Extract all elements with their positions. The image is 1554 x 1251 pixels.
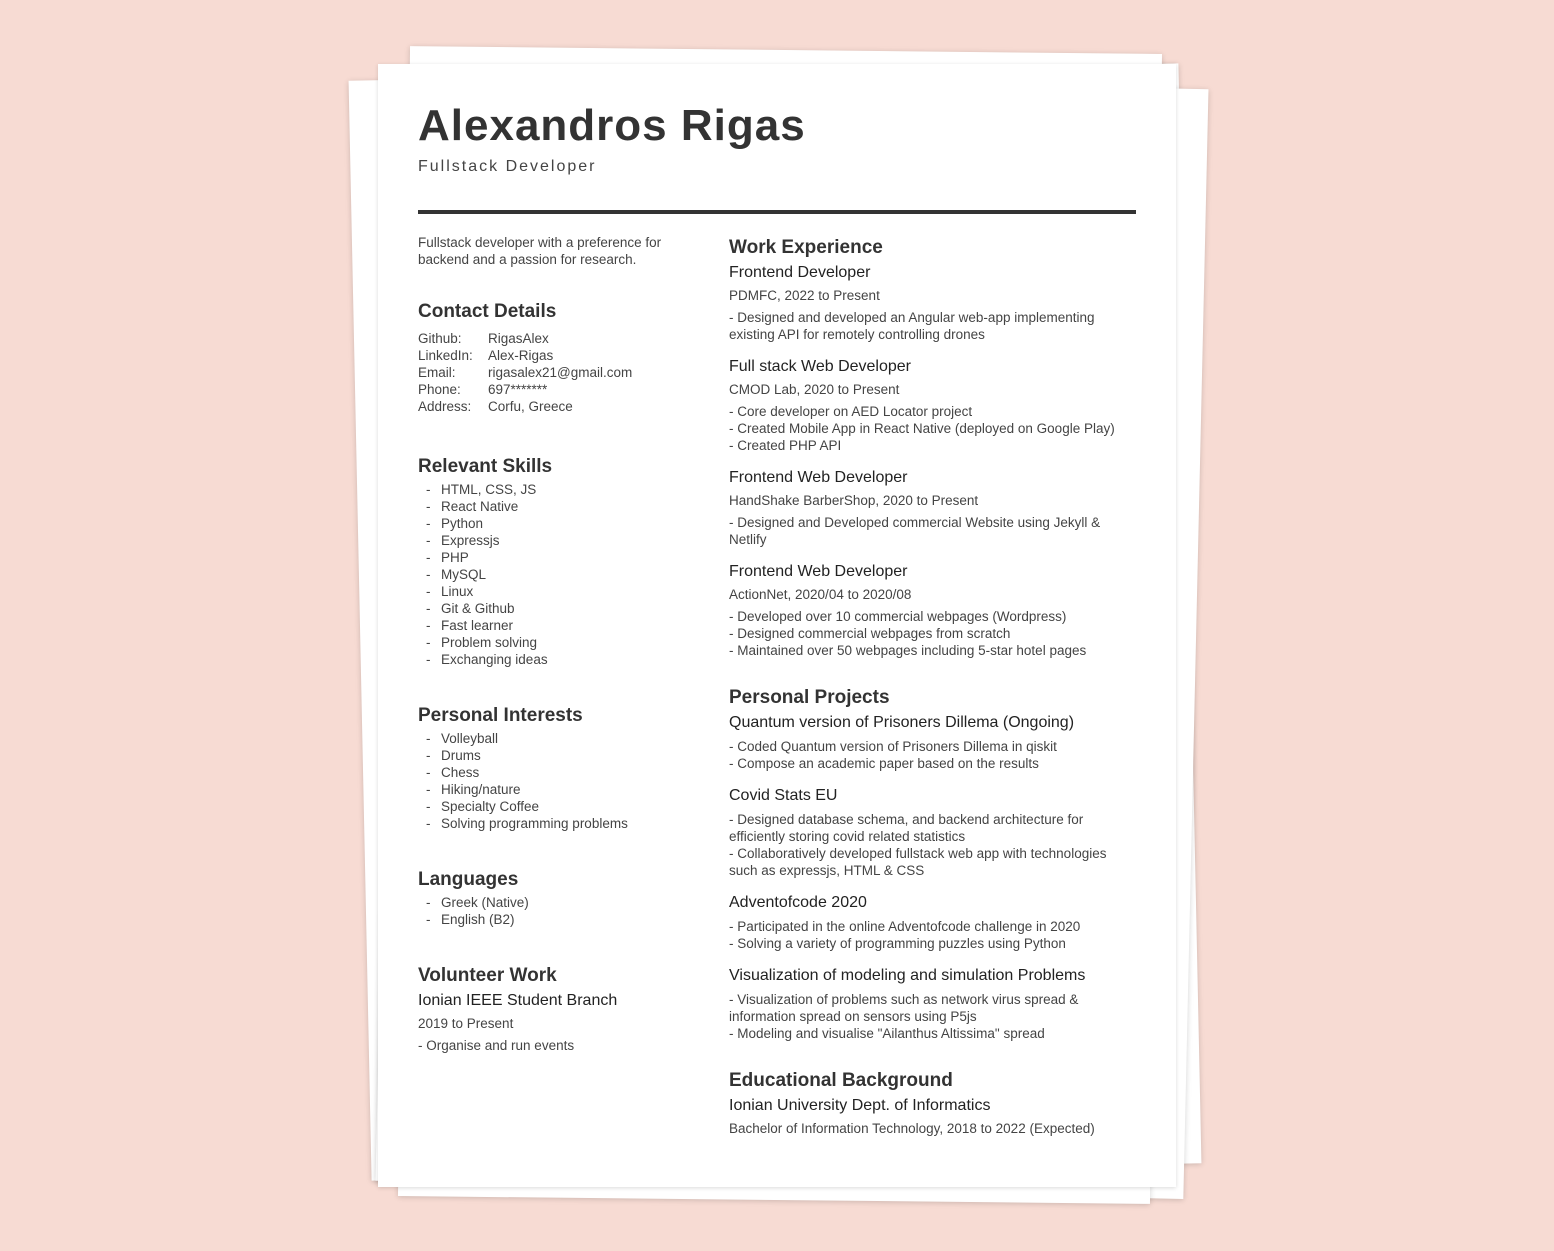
contact-heading: Contact Details (418, 301, 557, 322)
list-item: - Volleyball (418, 730, 688, 747)
contact-row (418, 398, 632, 415)
resume-page (378, 64, 1176, 1187)
project-desc (729, 991, 1109, 1042)
project-entry (729, 893, 1129, 952)
list-item: - Problem solving (418, 634, 688, 651)
project-desc (729, 738, 1129, 772)
project-line: - Designed database schema, and backend architecture for efficiently storing covid related statistics (729, 812, 1084, 844)
contact-label: Github: (418, 331, 462, 346)
job-title: Full stack Web Developer (729, 358, 911, 375)
contact-label: Address: (418, 399, 472, 414)
volunteer-org: Ionian IEEE Student Branch (418, 992, 618, 1009)
job-title: Frontend Developer (729, 264, 871, 281)
interests-list (418, 730, 688, 832)
project-line: - Solving a variety of programming puzzles using Python (729, 936, 1066, 951)
project-line: - Participated in the online Adventofcode challenge in 2020 (729, 919, 1081, 934)
projects-section (729, 686, 1129, 1056)
list-item: - Solving programming problems (418, 815, 688, 832)
projects-heading: Personal Projects (729, 687, 890, 708)
job-line: - Developed over 10 commercial webpages (Wordpress) (729, 609, 1067, 624)
list-item: - Git & Github (418, 600, 688, 617)
education-degree: Bachelor of Information Technology, 2018 to 2022 (Expected) (729, 1121, 1095, 1136)
list-item: - React Native (418, 498, 688, 515)
project-desc (729, 918, 1129, 952)
list-item: - Exchanging ideas (418, 651, 688, 668)
job-line: - Core developer on AED Locator project (729, 404, 973, 419)
job-line: - Designed and developed an Angular web-app implementing existing API for remotely controlling drones (729, 310, 1095, 342)
project-line: - Collaboratively developed fullstack web app with technologies such as expressjs, HTML & CSS (729, 846, 1107, 878)
contact-row (418, 381, 632, 398)
job-line: - Maintained over 50 webpages including 5-star hotel pages (729, 643, 1087, 658)
job-line: - Designed commercial webpages from scratch (729, 626, 1011, 641)
project-title: Adventofcode 2020 (729, 894, 867, 911)
resume-name: Alexandros Rigas (418, 101, 806, 150)
resume-role: Fullstack Developer (418, 158, 597, 175)
list-item: - Python (418, 515, 688, 532)
contact-email: rigasalex21@gmail.com (488, 365, 633, 380)
education-school: Ionian University Dept. of Informatics (729, 1097, 991, 1114)
job-desc (729, 514, 1109, 548)
contact-label: Email: (418, 365, 456, 380)
job-line: - Created PHP API (729, 438, 842, 453)
languages-heading: Languages (418, 869, 519, 890)
project-title: Covid Stats EU (729, 787, 838, 804)
list-item: - PHP (418, 549, 688, 566)
contact-label: Phone: (418, 382, 461, 397)
list-item: - Drums (418, 747, 688, 764)
job-meta: PDMFC, 2022 to Present (729, 288, 880, 303)
contact-row (418, 347, 632, 364)
list-item: - HTML, CSS, JS (418, 481, 688, 498)
languages-list (418, 894, 688, 928)
contact-section (418, 300, 688, 415)
project-entry (729, 966, 1129, 1042)
education-heading: Educational Background (729, 1070, 953, 1091)
list-item: - Chess (418, 764, 688, 781)
job-line: - Designed and Developed commercial Website using Jekyll & Netlify (729, 515, 1101, 547)
contact-row (418, 364, 632, 381)
contact-label: LinkedIn: (418, 348, 473, 363)
project-title: Visualization of modeling and simulation Problems (729, 967, 1086, 984)
header-divider (418, 210, 1136, 214)
list-item: - Linux (418, 583, 688, 600)
job-desc (729, 309, 1129, 343)
education-section (729, 1069, 1129, 1137)
summary-text: Fullstack developer with a preference for backend and a passion for research. (418, 235, 662, 267)
list-item: - Specialty Coffee (418, 798, 688, 815)
list-item: - English (B2) (418, 911, 688, 928)
interests-section (418, 704, 688, 832)
job-title: Frontend Web Developer (729, 469, 908, 486)
project-entry (729, 786, 1129, 879)
list-item: - Expressjs (418, 532, 688, 549)
contact-phone: 697******* (488, 382, 548, 397)
project-line: - Modeling and visualise "Ailanthus Altissima" spread (729, 1026, 1045, 1041)
job-meta: HandShake BarberShop, 2020 to Present (729, 493, 979, 508)
project-line: - Coded Quantum version of Prisoners Dillema in qiskit (729, 739, 1057, 754)
job-desc (729, 608, 1129, 659)
work-entry (729, 468, 1129, 548)
project-entry (729, 713, 1129, 772)
languages-section (418, 868, 688, 928)
job-meta: CMOD Lab, 2020 to Present (729, 382, 900, 397)
volunteer-section (418, 964, 688, 1054)
volunteer-period: 2019 to Present (418, 1016, 514, 1031)
list-item: - MySQL (418, 566, 688, 583)
project-desc (729, 811, 1129, 879)
job-title: Frontend Web Developer (729, 563, 908, 580)
contact-github: RigasAlex (488, 331, 549, 346)
work-entry (729, 357, 1129, 454)
work-heading: Work Experience (729, 237, 883, 258)
skills-section (418, 455, 688, 668)
list-item: - Hiking/nature (418, 781, 688, 798)
work-entry (729, 263, 1129, 343)
contact-table (418, 330, 632, 415)
contact-address: Corfu, Greece (488, 399, 573, 414)
list-item: - Fast learner (418, 617, 688, 634)
work-section (729, 236, 1129, 673)
job-desc (729, 403, 1129, 454)
contact-linkedin: Alex-Rigas (488, 348, 554, 363)
project-title: Quantum version of Prisoners Dillema (Ongoing) (729, 714, 1075, 731)
job-line: - Created Mobile App in React Native (deployed on Google Play) (729, 421, 1115, 436)
contact-row (418, 330, 632, 347)
work-entry (729, 562, 1129, 659)
skills-list (418, 481, 688, 668)
volunteer-heading: Volunteer Work (418, 965, 557, 986)
job-meta: ActionNet, 2020/04 to 2020/08 (729, 587, 912, 602)
project-line: - Visualization of problems such as network virus spread & information spread on sensors using P5js (729, 992, 1079, 1024)
volunteer-desc: - Organise and run events (418, 1038, 575, 1053)
project-line: - Compose an academic paper based on the results (729, 756, 1039, 771)
interests-heading: Personal Interests (418, 705, 583, 726)
list-item: - Greek (Native) (418, 894, 688, 911)
skills-heading: Relevant Skills (418, 456, 553, 477)
summary-section (418, 234, 688, 268)
